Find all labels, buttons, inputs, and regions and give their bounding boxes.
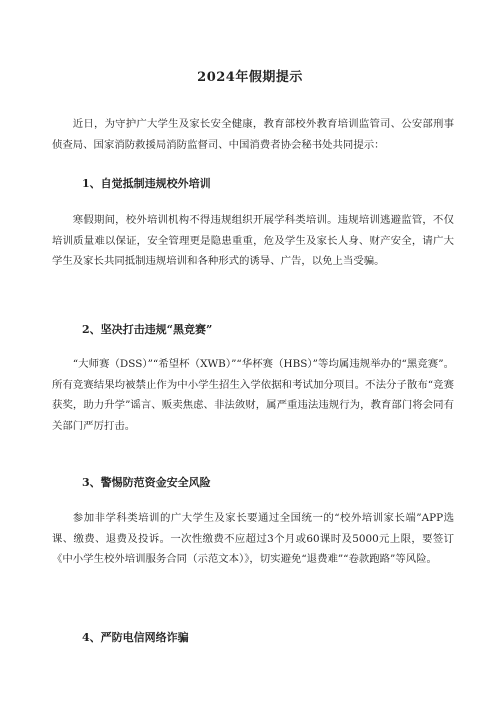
section-heading-1: 1、自觉抵制违规校外培训	[82, 177, 211, 190]
intro-paragraph: 近日，为守护广大学生及家长安全健康，教育部校外教育培训监管司、公安部刑事侦查局、国家消防救援局消防监督司、中国消费者协会秘书处共同提示：	[52, 118, 454, 151]
section-body-1: 寒假期间，校外培训机构不得违规组织开展学科类培训。违规培训逃避监管，不仅培训质量难以保证，安全管理更是隐患重重，危及学生及家长人身、财产安全，请广大学生及家长共同抵制违规培训和各种形式的诱导、广告，以免上当受骗。	[52, 214, 454, 267]
section-heading-2: 2、坚决打击违规“黑竞赛”	[82, 323, 213, 336]
section-body-2: “大师赛（DSS）”“希望杯（XWB）”“华杯赛（HBS）”等均属违规举办的“黑竞赛”。所有竞赛结果均被禁止作为中小学生招生入学依据和考试加分项目。不法分子散布“竞赛获奖，助力升学”谣言、贩卖焦虑、非法敛财，属严重违法违规行为，教育部门将会同有关部门严厉打击。	[52, 358, 454, 432]
section-heading-3: 3、警惕防范资金安全风险	[82, 476, 211, 489]
section-body-3: 参加非学科类培训的广大学生及家长要通过全国统一的“校外培训家长端”APP选课、缴费、退费及投诉。一次性缴费不应超过3个月或60课时及5000元上限，要签订《中小学生校外培训服务合同（示范文本）》，切实避免“退费难”“卷款跑路”等风险。	[52, 512, 454, 565]
document-title: 2024年假期提示	[197, 70, 303, 85]
section-heading-4: 4、严防电信网络诈骗	[82, 631, 189, 644]
